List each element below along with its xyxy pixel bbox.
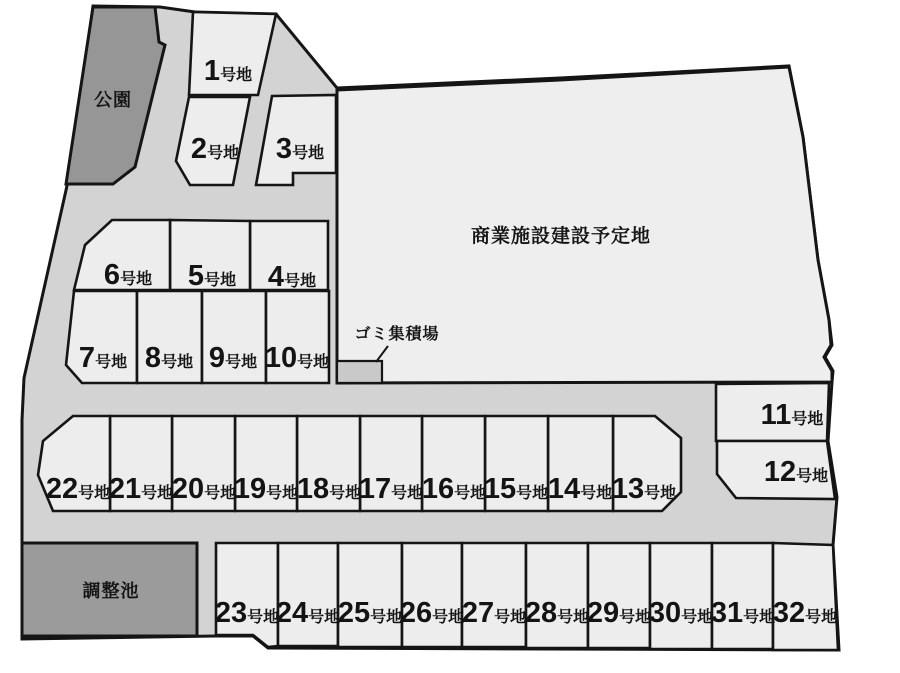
lot-12-label: 12号地: [763, 456, 829, 488]
lot-7-label: 7号地: [78, 342, 128, 374]
lot-30-shape: [650, 543, 712, 649]
lot-22-label: 22号地: [45, 473, 111, 505]
lot-23-shape: [216, 543, 278, 647]
lot-10-label: 10号地: [264, 342, 330, 374]
lot-20-label: 20号地: [171, 473, 237, 505]
lot-28-label: 28号地: [524, 597, 590, 629]
lot-26-shape: [399, 543, 465, 647]
lot-5-label: 5号地: [187, 260, 237, 292]
pond-label: 調整池: [82, 581, 140, 601]
lot-27-label: 27号地: [461, 597, 527, 629]
lot-15-label: 15号地: [483, 473, 549, 505]
lot-17-label: 17号地: [358, 473, 424, 505]
lot-29-shape: [588, 543, 650, 648]
lot-25-shape: [338, 543, 402, 647]
lot-4-label: 4号地: [267, 261, 317, 293]
lot-23-label: 23号地: [214, 597, 280, 629]
lot-29-label: 29号地: [586, 597, 652, 629]
lot-18-label: 18号地: [296, 473, 362, 505]
lot-13-label: 13号地: [611, 473, 677, 505]
lot-14-label: 14号地: [547, 473, 613, 505]
lot-11-label: 11号地: [760, 399, 824, 431]
lot-9-label: 9号地: [208, 342, 258, 374]
lot-16-label: 16号地: [421, 473, 487, 505]
lot-6-label: 6号地: [103, 259, 153, 291]
lot-27-shape: [462, 543, 526, 647]
garbage-box-shape: [337, 361, 382, 383]
garbage-label: ゴミ集積場: [354, 326, 440, 343]
lot-21-label: 21号地: [108, 473, 174, 505]
lot-24-label: 24号地: [275, 597, 341, 629]
lot-25-label: 25号地: [337, 597, 403, 629]
lot-32-label: 32号地: [772, 597, 838, 629]
lot-19-label: 19号地: [233, 473, 299, 505]
lot-31-shape: [710, 543, 776, 649]
lot-3-label: 3号地: [275, 133, 325, 165]
lot-26-label: 26号地: [399, 597, 465, 629]
lot-31-label: 31号地: [710, 597, 776, 629]
park-label: 公園: [94, 90, 132, 110]
lot-30-label: 30号地: [648, 597, 714, 629]
lot-28-shape: [526, 543, 588, 648]
lot-24-shape: [275, 543, 341, 646]
lot-2-label: 2号地: [190, 133, 240, 165]
commercial-area-label: 商業施設建設予定地: [470, 226, 652, 247]
lot-8-label: 8号地: [144, 342, 194, 374]
lot-1-label: 1号地: [203, 55, 253, 87]
